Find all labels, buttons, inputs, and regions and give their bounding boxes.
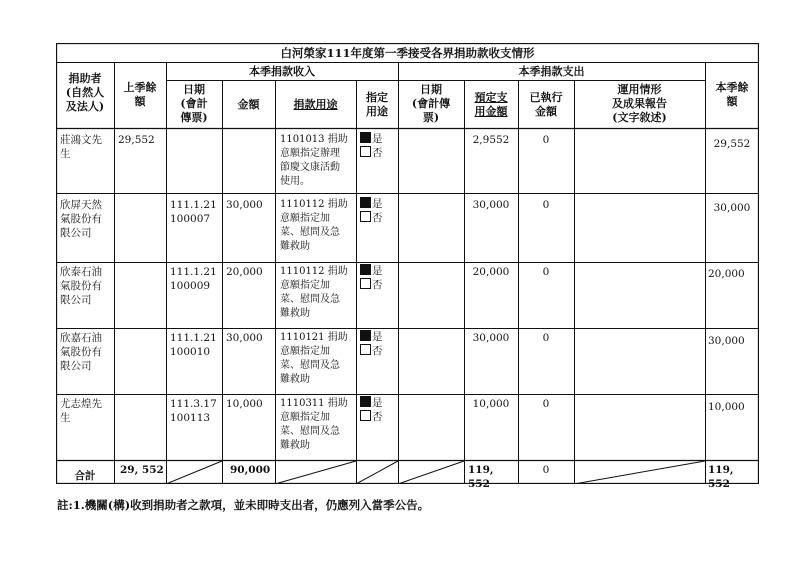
checkbox-yes (360, 330, 371, 341)
header-donor: 捐助者 (自然人 及法人) (65, 72, 105, 113)
row-designated: 是 否 (360, 330, 398, 358)
row-amount: 10,000 (226, 398, 263, 410)
row-planned: 10,000 (472, 398, 510, 410)
row-donor: 欣屏天然 氣股份有 限公司 (60, 199, 102, 239)
header-income-group: 本季捐款收入 (249, 65, 315, 78)
header-designated: 指定 用途 (366, 91, 388, 118)
row-date: 111.1.21 100009 (170, 266, 217, 292)
checkbox-no (360, 211, 371, 222)
row-planned: 2,9552 (472, 134, 510, 146)
row-purpose: 1101013 捐助 意願指定辦理 節慶文康活動 使用。 (280, 134, 348, 187)
row-purpose: 1110311 捐助 意願指定加 菜、慰問及急 難救助 (280, 398, 348, 451)
row-balance: 29,552 (713, 138, 751, 150)
row-executed: 0 (542, 266, 550, 278)
donation-table (56, 43, 759, 490)
row-amount: 20,000 (226, 266, 263, 278)
row-designated: 是 否 (360, 197, 398, 225)
total-planned: 119, 552 (468, 464, 494, 490)
row-balance: 10,000 (708, 401, 745, 413)
row-executed: 0 (542, 134, 550, 146)
checkbox-yes (360, 396, 371, 407)
row-purpose: 1110121 捐助 意願指定加 菜、慰問及急 難救助 (280, 332, 348, 385)
footnote: 註:1.機關(構)收到捐助者之款項，並未即時支出者，仍應列入當季公告。 (57, 498, 430, 512)
checkbox-yes (360, 197, 371, 208)
row-amount: 30,000 (226, 199, 263, 211)
checkbox-no (360, 344, 371, 355)
total-amount: 90,000 (230, 464, 271, 476)
row-date: 111.1.21 100010 (170, 332, 217, 358)
header-income-amount: 金額 (237, 98, 260, 111)
checkbox-yes (360, 264, 371, 275)
row-balance: 30,000 (713, 202, 751, 214)
row-balance: 30,000 (708, 335, 745, 347)
total-balance: 119, 552 (708, 464, 734, 490)
row-donor: 欣嘉石油 氣股份有 限公司 (60, 332, 102, 372)
table-title: 白河榮家111年度第一季接受各界捐助款收支情形 (280, 46, 535, 60)
checkbox-no (360, 410, 371, 421)
row-planned: 30,000 (472, 199, 510, 211)
row-donor: 欣泰石油 氣股份有 限公司 (60, 266, 102, 306)
row-executed: 0 (542, 398, 550, 410)
header-expense-group: 本季捐款支出 (518, 65, 585, 78)
row-planned: 30,000 (472, 332, 510, 344)
total-prev-balance: 29, 552 (120, 464, 164, 476)
total-executed: 0 (542, 464, 550, 476)
row-donor: 莊鴻文先 生 (60, 134, 102, 160)
header-expense-date: 日期 (會計傳 票) (411, 83, 451, 124)
row-designated: 是 否 (360, 396, 398, 424)
total-label: 合計 (74, 470, 96, 482)
header-executed-amount: 已執行 金額 (529, 91, 563, 118)
checkbox-no (360, 146, 371, 157)
row-purpose: 1110112 捐助 意願指定加 菜、慰問及急 難救助 (280, 199, 348, 252)
header-income-date: 日期 (會計 傳票) (180, 83, 208, 124)
header-prev-balance: 上季餘 額 (123, 81, 157, 108)
row-amount: 30,000 (226, 332, 263, 344)
row-executed: 0 (542, 332, 550, 344)
row-purpose: 1110112 捐助 意願指定加 菜、慰問及急 難救助 (280, 266, 348, 319)
row-designated: 是 否 (360, 132, 398, 160)
checkbox-no (360, 278, 371, 289)
checkbox-yes (360, 132, 371, 143)
header-usage-report: 運用情形 及成果報告 (文字敘述) (612, 83, 667, 124)
row-executed: 0 (542, 199, 550, 211)
row-balance: 20,000 (708, 268, 745, 280)
row-planned: 20,000 (472, 266, 510, 278)
row-donor: 尤志煌先 生 (60, 398, 102, 424)
row-prev-balance: 29,552 (118, 134, 155, 146)
row-designated: 是 否 (360, 264, 398, 292)
row-date: 111.1.21 100007 (170, 199, 217, 225)
header-current-balance: 本季餘 額 (715, 81, 749, 108)
header-planned-amount: 預定支 用金額 (474, 91, 508, 118)
header-income-purpose: 捐款用途 (293, 98, 338, 111)
row-date: 111.3.17 100113 (170, 398, 217, 424)
